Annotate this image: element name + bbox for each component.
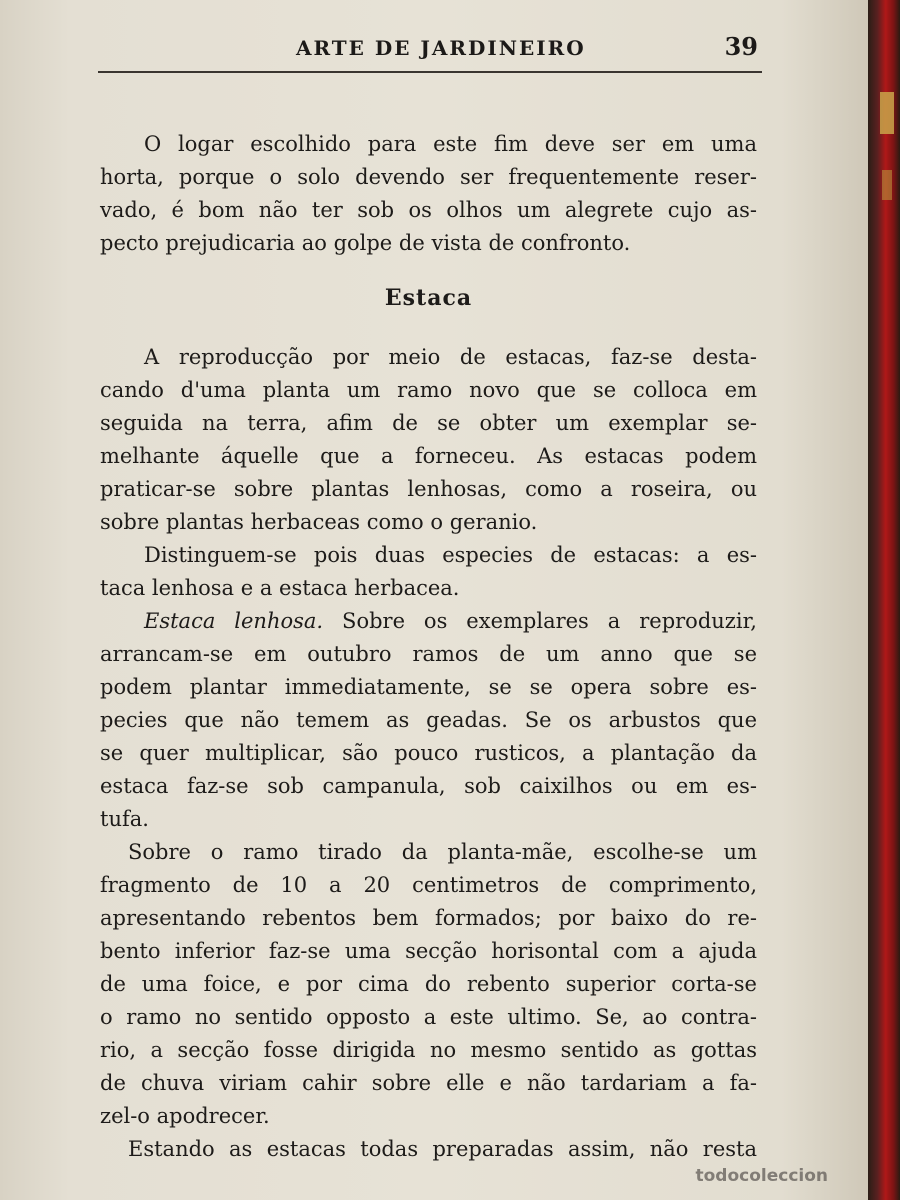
text-line: podem plantar immediatamente, se se opera sobre es- bbox=[100, 675, 757, 699]
gilt-mark bbox=[882, 170, 892, 200]
text-line: fragmento de 10 a 20 centimetros de comprimento, bbox=[100, 873, 757, 897]
text-line: horta, porque o solo devendo ser frequentemente reser- bbox=[100, 165, 757, 189]
text-line: apresentando rebentos bem formados; por baixo do re- bbox=[100, 906, 757, 930]
text-line: tufa. bbox=[100, 807, 149, 831]
paragraph-6 bbox=[100, 1133, 757, 1166]
paragraph-1 bbox=[100, 128, 757, 260]
text-line: pecies que não temem as geadas. Se os arbustos que bbox=[100, 708, 757, 732]
section-heading: Estaca bbox=[384, 285, 473, 311]
text-line: praticar-se sobre plantas lenhosas, como a roseira, ou bbox=[100, 477, 757, 501]
text-line: Estando as estacas todas preparadas assim, não resta bbox=[128, 1137, 757, 1161]
text-line: A reproducção por meio de estacas, faz-se desta- bbox=[144, 345, 757, 369]
text-line: Sobre o ramo tirado da planta-mãe, escolhe-se um bbox=[128, 840, 757, 864]
text-line: de uma foice, e por cima do rebento superior corta-se bbox=[100, 972, 757, 996]
text-line: zel-o apodrecer. bbox=[100, 1104, 270, 1128]
paragraph-2 bbox=[100, 341, 757, 539]
text-line: pecto prejudicaria ao golpe de vista de confronto. bbox=[100, 231, 631, 255]
paragraph-3 bbox=[100, 539, 757, 605]
text-line: sobre plantas herbaceas como o geranio. bbox=[100, 510, 538, 534]
text-line: bento inferior faz-se uma secção horisontal com a ajuda bbox=[100, 939, 757, 963]
running-title: ARTE DE JARDINEIRO bbox=[296, 36, 586, 60]
text-line: arrancam-se em outubro ramos de um anno que se bbox=[100, 642, 757, 666]
text-line: estaca faz-se sob campanula, sob caixilhos ou em es- bbox=[100, 774, 757, 798]
text-line: rio, a secção fosse dirigida no mesmo sentido as gottas bbox=[100, 1038, 757, 1062]
page-number: 39 bbox=[724, 32, 758, 61]
body-text bbox=[100, 128, 757, 1166]
gilt-mark bbox=[880, 92, 894, 134]
text-line: de chuva viriam cahir sobre elle e não tardariam a fa- bbox=[100, 1071, 757, 1095]
text-line bbox=[100, 605, 757, 638]
text-line: O logar escolhido para este fim deve ser em uma bbox=[144, 132, 757, 156]
header-rule bbox=[98, 71, 762, 73]
text-run: Sobre os exemplares a reproduzir, bbox=[323, 609, 757, 633]
text-line: taca lenhosa e a estaca herbacea. bbox=[100, 576, 460, 600]
text-line: vado, é bom não ter sob os olhos um alegrete cujo as- bbox=[100, 198, 757, 222]
text-line: cando d'uma planta um ramo novo que se colloca em bbox=[100, 378, 757, 402]
watermark: todocoleccion bbox=[695, 1166, 828, 1186]
paragraph-5 bbox=[100, 836, 757, 1133]
text-line: Distinguem-se pois duas especies de estacas: a es- bbox=[144, 543, 757, 567]
text-line: se quer multiplicar, são pouco rusticos, a plantação da bbox=[100, 741, 757, 765]
text-line: o ramo no sentido opposto a este ultimo. Se, ao contra- bbox=[100, 1005, 757, 1029]
text-line: melhante áquelle que a forneceu. As estacas podem bbox=[100, 444, 757, 468]
paragraph-4 bbox=[100, 605, 757, 836]
run-in-heading: Estaca lenhosa. bbox=[144, 609, 324, 633]
text-line: seguida na terra, afim de se obter um exemplar se- bbox=[100, 411, 757, 435]
running-head bbox=[100, 28, 762, 68]
book-edge bbox=[868, 0, 900, 1200]
